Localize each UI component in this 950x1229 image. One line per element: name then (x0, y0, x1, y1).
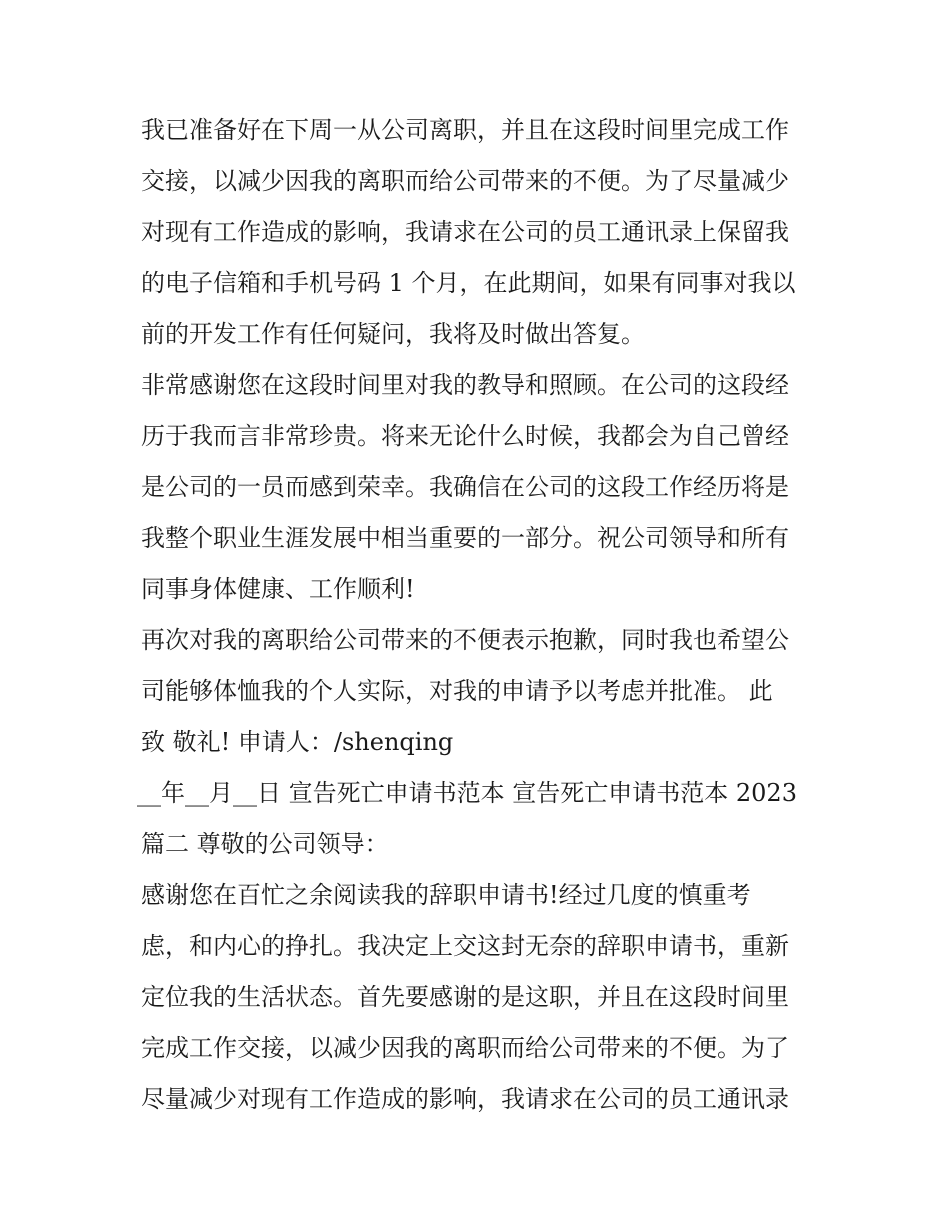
text-line: 致 敬礼! 申请人：/shenqing (141, 728, 454, 756)
text-line: 同事身体健康、工作顺利! (141, 575, 415, 603)
text-line: __年__月__日 宣告死亡申请书范本 宣告死亡申请书范本 2023 (137, 779, 797, 807)
text-line: 篇二 尊敬的公司领导： (141, 830, 389, 858)
document-body (137, 108, 821, 1128)
text-line: 司能够体恤我的个人实际，对我的申请予以考虑并批准。 此 (141, 677, 773, 705)
text-line: 历于我而言非常珍贵。将来无论什么时候，我都会为自己曾经 (141, 422, 789, 450)
text-line: 完成工作交接，以减少因我的离职而给公司带来的不便。为了 (141, 1034, 789, 1062)
text-line: 感谢您在百忙之余阅读我的辞职申请书!经过几度的慎重考 (141, 881, 751, 909)
text-line: 再次对我的离职给公司带来的不便表示抱歉，同时我也希望公 (141, 626, 789, 654)
text-line: 我已准备好在下周一从公司离职，并且在这段时间里完成工作 (141, 116, 789, 144)
text-line: 虑，和内心的挣扎。我决定上交这封无奈的辞职申请书，重新 (141, 932, 789, 960)
text-line: 尽量减少对现有工作造成的影响，我请求在公司的员工通讯录 (141, 1085, 789, 1113)
text-line: 是公司的一员而感到荣幸。我确信在公司的这段工作经历将是 (141, 473, 789, 501)
text-line: 前的开发工作有任何疑问，我将及时做出答复。 (141, 320, 645, 348)
text-line: 非常感谢您在这段时间里对我的教导和照顾。在公司的这段经 (141, 371, 789, 399)
text-line: 定位我的生活状态。首先要感谢的是这职，并且在这段时间里 (141, 983, 789, 1011)
text-line: 交接，以减少因我的离职而给公司带来的不便。为了尽量减少 (141, 167, 789, 195)
text-line: 对现有工作造成的影响，我请求在公司的员工通讯录上保留我 (141, 218, 789, 246)
text-line: 我整个职业生涯发展中相当重要的一部分。祝公司领导和所有 (141, 524, 789, 552)
text-line: 的电子信箱和手机号码 1 个月，在此期间，如果有同事对我以 (141, 269, 796, 297)
